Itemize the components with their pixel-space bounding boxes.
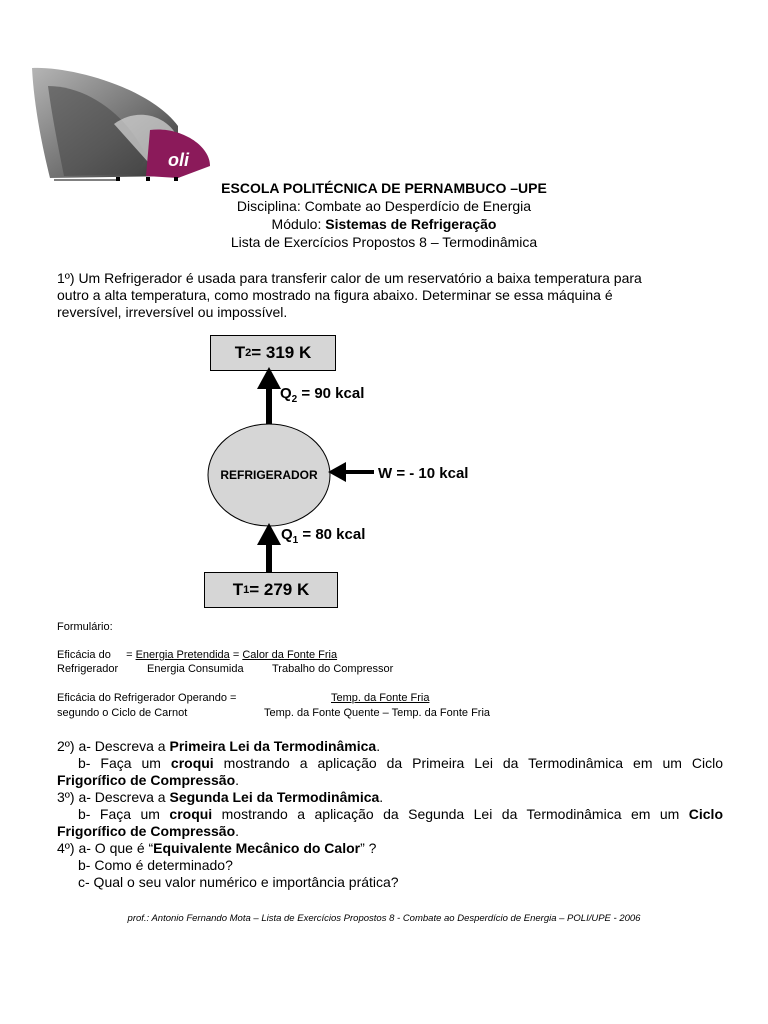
q2-label [280,385,364,405]
formulas-heading: Formulário: [57,621,113,633]
formula-1-top [57,649,337,661]
cold-reservoir-box [204,572,338,608]
q3b-bold2: Ciclo [688,806,723,822]
q3b-line2-end: . [235,823,240,839]
formula-1-denominator-a: Energia Consumida [147,663,244,675]
logo [28,66,218,188]
question-4c: c- Qual o seu valor numérico e importância prática? [78,874,399,890]
q4a-text: 4º) a- O que é “ [57,840,154,856]
q2b-line2-bold: Frigorífico de Compressão [57,772,236,788]
q2a-end: . [376,738,381,754]
q4a-end: ” ? [360,840,377,856]
formula-2-lhs-line2: segundo o Ciclo de Carnot [57,707,188,719]
formula-1-denominator-b: Trabalho do Compressor [272,663,394,675]
q3b-mid: mostrando a aplicação da Segunda Lei da Termodinâmica em um [212,806,689,822]
q2b-rest: mostrando a aplicação da Primeira Lei da Termodinâmica em um Ciclo [213,755,723,771]
formula-1-numerator-b: Calor da Fonte Fria [242,649,338,661]
list-title: Lista de Exercícios Propostos 8 – Termodinâmica [230,234,538,250]
question-2b-line2 [57,772,723,789]
question-3b-line2 [57,823,723,840]
t2-symbol: T [234,343,246,362]
logo-text: oli [168,150,189,170]
formula-1-lhs: Eficácia do = [57,649,136,661]
module-line [0,216,768,232]
t1-subscript: 1 [243,584,250,596]
q2a-bold: Primeira Lei da Termodinâmica [169,738,377,754]
formula-1-equals: = [229,649,243,661]
question-3a [57,789,723,806]
question-1-line: 1º) Um Refrigerador é usada para transferir calor de um reservatório a baixa temperatura para [57,270,642,286]
formula-2-numerator: Temp. da Fonte Fria [331,692,430,704]
work-arrow-head [328,462,346,482]
question-1 [57,270,737,321]
q3b-line2-bold: Frigorífico de Compressão [57,823,236,839]
q2a-text: 2º) a- Descreva a [57,738,170,754]
q2-arrow-shaft [266,387,272,425]
formula-1-numerator-a: Energia Pretendida [135,649,230,661]
q4a-bold: Equivalente Mecânico do Calor [153,840,361,856]
q2-symbol: Q [280,385,292,402]
page-footer: prof.: Antonio Fernando Mota – Lista de Exercícios Propostos 8 - Combate ao Desperdício de Energia – POLI/UPE - 2006 [127,913,641,924]
q1-arrow-head [257,523,281,545]
q3a-end: . [379,789,384,805]
t1-symbol: T [232,580,244,599]
q2b-text: b- Faça um [78,755,171,771]
formula-1-lhs-line2: Refrigerador [57,663,119,675]
t1-value: = 279 K [249,580,310,599]
question-1-line: outro a alta temperatura, como mostrado na figura abaixo. Determinar se essa máquina é [57,287,613,303]
q2b-line2-end: . [235,772,240,788]
q1-value: = 80 kcal [298,526,366,543]
question-3b [57,806,723,823]
q3b-text: b- Faça um [78,806,170,822]
q1-arrow-shaft [266,540,272,574]
school-logo-graphic [28,66,218,188]
q2-subscript: 2 [291,394,298,405]
q3a-text: 3º) a- Descreva a [57,789,170,805]
questions-block [57,738,723,891]
t2-subscript: 2 [245,347,252,359]
formula-2-lhs: Eficácia do Refrigerador Operando = [57,692,237,704]
question-2b [57,755,723,772]
question-2a [57,738,723,755]
discipline-line: Disciplina: Combate ao Desperdício de Energia [236,198,532,214]
question-1-line: reversível, irreversível ou impossível. [57,304,288,320]
module-name: Sistemas de Refrigeração [325,216,497,232]
question-4b: b- Como é determinado? [78,857,233,873]
q3b-bold: croqui [169,806,213,822]
school-name: ESCOLA POLITÉCNICA DE PERNAMBUCO –UPE [221,180,547,196]
q1-subscript: 1 [292,535,299,546]
q2b-bold: croqui [170,755,214,771]
refrigerator-label: REFRIGERADOR [220,468,318,482]
q1-label [281,526,365,546]
module-prefix: Módulo: [271,216,326,232]
t2-value: = 319 K [251,343,312,362]
q2-value: = 90 kcal [297,385,365,402]
formula-2-denominator: Temp. da Fonte Quente – Temp. da Fonte Fria [264,707,491,719]
work-label: W = - 10 kcal [378,465,469,482]
q3a-bold: Segunda Lei da Termodinâmica [169,789,380,805]
q2-arrow-head [257,367,281,389]
question-4a [57,840,723,857]
q1-symbol: Q [281,526,293,543]
